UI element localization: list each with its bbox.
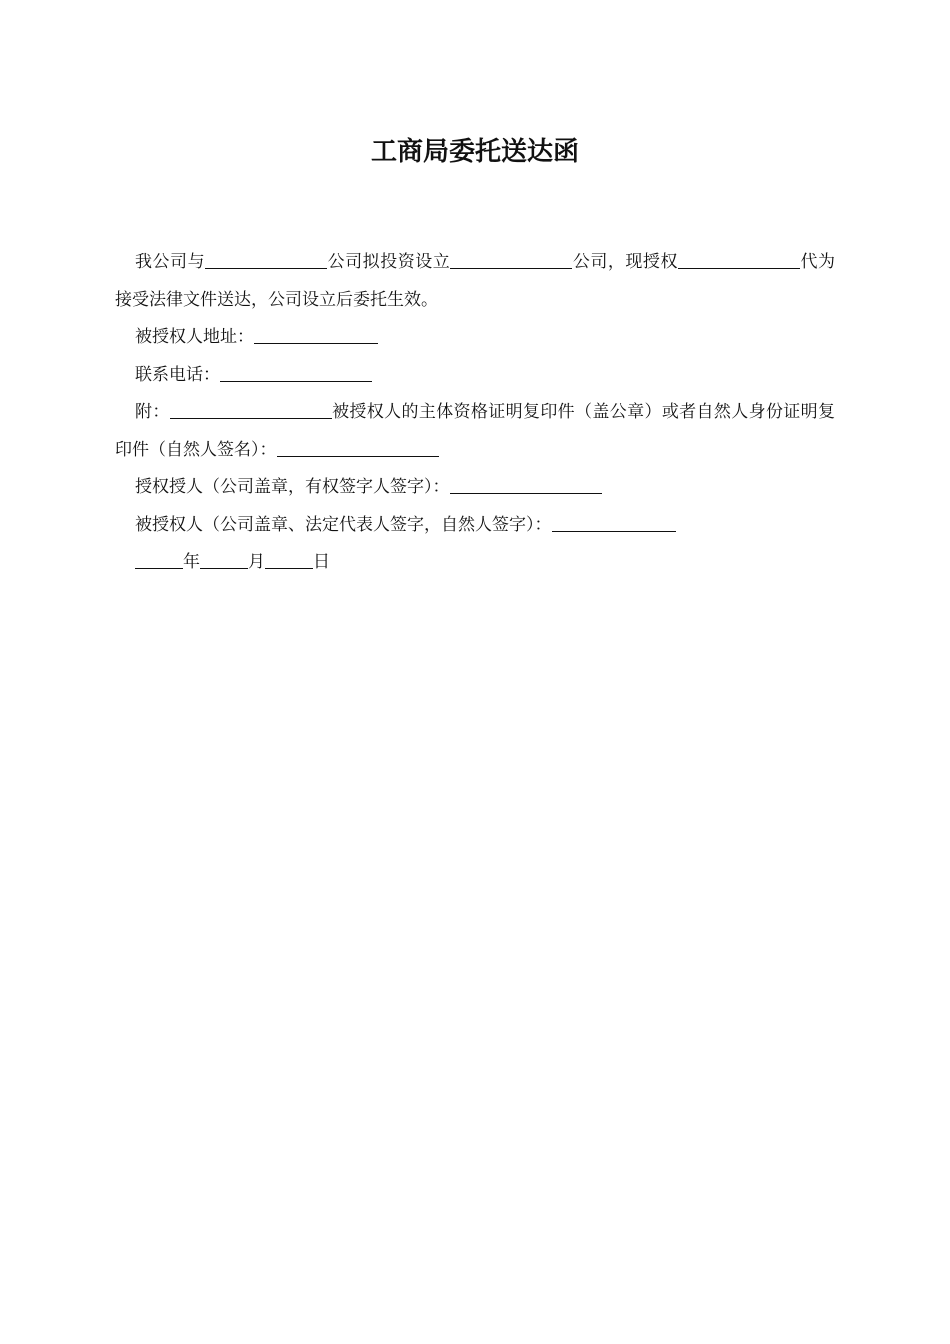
year-label: 年 <box>183 552 200 572</box>
phone-blank[interactable] <box>220 363 372 382</box>
date-line <box>115 544 835 582</box>
attachment-text: 被授权人的主体资格证明复印件（盖公章）或者自然人身份证明复印件（自然人签名）： <box>115 402 836 460</box>
phone-label: 联系电话： <box>135 364 220 385</box>
attachment-label: 附： <box>135 402 170 422</box>
text-segment: 公司拟投资设立 <box>327 252 451 272</box>
month-blank[interactable] <box>200 550 248 569</box>
text-segment: 代为接受法律文件送达，公司设立后委托生效。 <box>115 252 836 310</box>
address-blank[interactable] <box>254 325 378 344</box>
company-name-blank[interactable] <box>205 250 327 269</box>
month-label: 月 <box>248 552 265 572</box>
authorized-party-blank[interactable] <box>678 250 800 269</box>
new-company-blank[interactable] <box>450 250 572 269</box>
year-blank[interactable] <box>135 550 183 569</box>
attachment-blank[interactable] <box>170 400 332 419</box>
grantor-signature-blank[interactable] <box>450 475 602 494</box>
grantor-label: 授权授人（公司盖章，有权签字人签字）： <box>135 477 450 497</box>
authorization-paragraph <box>115 244 835 319</box>
phone-line <box>115 357 835 395</box>
attachment-paragraph <box>115 394 835 469</box>
grantor-signature-line <box>115 469 835 507</box>
grantee-signature-blank[interactable] <box>552 513 676 532</box>
day-blank[interactable] <box>265 550 313 569</box>
grantee-label: 被授权人（公司盖章、法定代表人签字，自然人签字）： <box>135 514 552 535</box>
address-label: 被授权人地址： <box>135 327 254 347</box>
address-line <box>115 319 835 357</box>
grantee-signature-line <box>115 507 835 545</box>
document-title: 工商局委托送达函 <box>370 137 579 167</box>
text-segment: 我公司与 <box>135 252 206 272</box>
attachment-signature-blank[interactable] <box>277 438 439 457</box>
text-segment: 公司，现授权 <box>572 252 678 272</box>
day-label: 日 <box>313 552 330 572</box>
document-body <box>115 244 835 582</box>
